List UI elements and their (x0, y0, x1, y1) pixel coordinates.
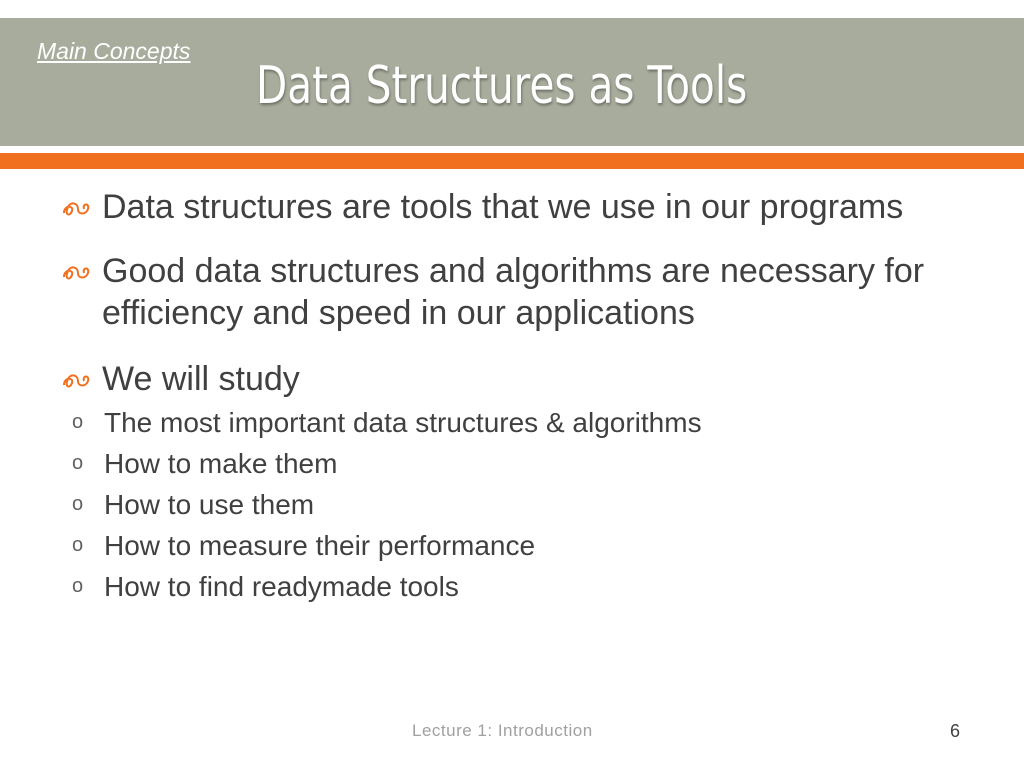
sub-bullet-item (60, 525, 990, 566)
sub-bullet-item (60, 484, 990, 525)
sub-bullet-item (60, 443, 990, 484)
bullet-list (60, 186, 990, 629)
section-link[interactable]: Main Concepts (37, 38, 191, 64)
sub-bullet-item (60, 566, 990, 607)
curly-loop-bullet-icon (60, 363, 96, 393)
circle-bullet-icon: o (72, 575, 84, 597)
sub-bullet-text: How to make them (104, 448, 338, 479)
sub-bullet-text: How to find readymade tools (104, 571, 459, 602)
sub-bullet-text: How to use them (104, 489, 315, 520)
curly-loop-bullet-icon (60, 255, 96, 285)
circle-bullet-icon: o (72, 534, 84, 556)
bullet-item (60, 250, 990, 334)
bullet-item (60, 358, 990, 607)
footer-lecture-label: Lecture 1: Introduction (412, 721, 593, 740)
sub-bullet-list (60, 402, 990, 607)
slide-title: Data Structures as Tools (256, 56, 748, 116)
sub-bullet-item (60, 402, 990, 443)
bullet-item (60, 186, 990, 228)
sub-bullet-text: The most important data structures & algorithms (104, 407, 702, 438)
page-number: 6 (950, 721, 961, 741)
bullet-text: Data structures are tools that we use in our programs (102, 188, 904, 226)
sub-bullet-text: How to measure their performance (104, 530, 536, 561)
curly-loop-bullet-icon (60, 191, 96, 221)
bullet-text: We will study (102, 360, 300, 398)
circle-bullet-icon: o (72, 493, 84, 515)
circle-bullet-icon: o (72, 411, 84, 433)
accent-bar (0, 153, 1024, 169)
circle-bullet-icon: o (72, 452, 84, 474)
bullet-text: Good data structures and algorithms are necessary for efficiency and speed in our applications (102, 252, 925, 332)
